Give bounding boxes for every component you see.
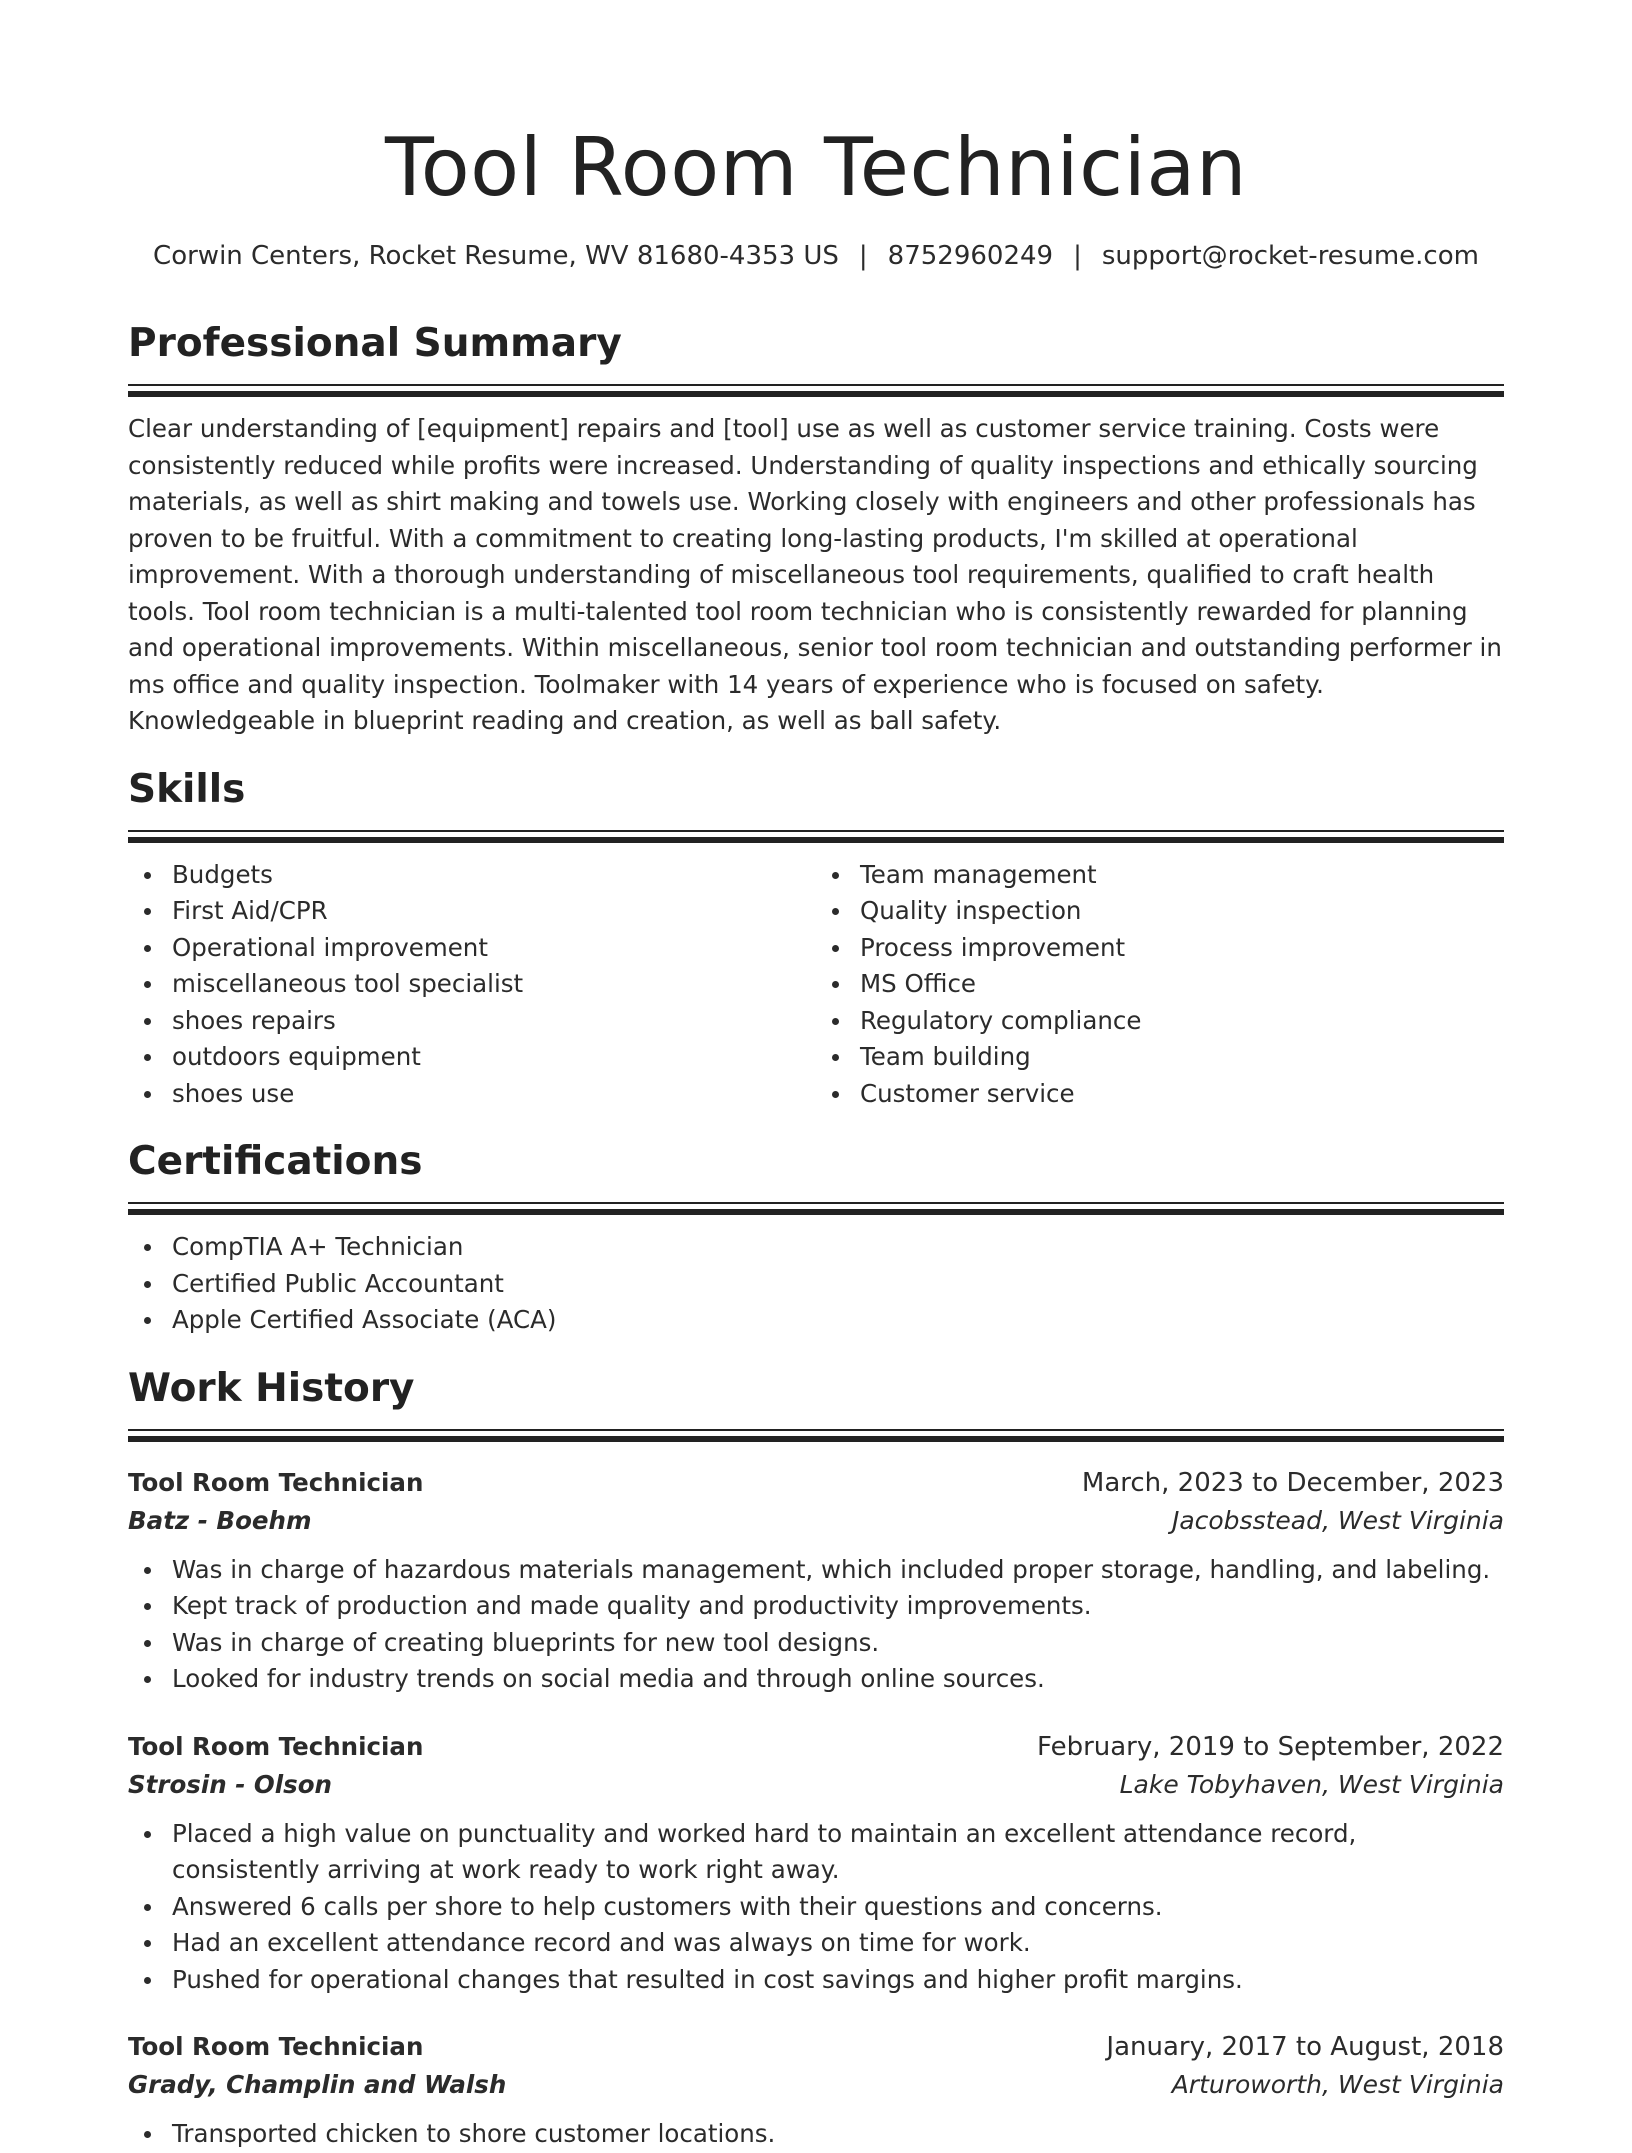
job-duty: Kept track of production and made quality and productivity improvements.: [128, 1588, 1504, 1625]
job-title: Tool Room Technician: [128, 1731, 424, 1761]
summary-section: [128, 320, 1504, 740]
job-title: Tool Room Technician: [128, 2032, 424, 2061]
contact-separator: |: [1073, 241, 1082, 271]
job-duty: Looked for industry trends on social media and through online sources.: [128, 1661, 1504, 1698]
job-company: Grady, Champlin and Walsh: [128, 2070, 507, 2099]
job-company: Batz - Boehm: [128, 1505, 312, 1535]
skill-item: Operational improvement: [128, 930, 816, 967]
resume-title: Tool Room Technician: [384, 121, 1248, 214]
contact-phone: 8752960249: [887, 241, 1054, 271]
skill-item: First Aid/CPR: [128, 893, 816, 930]
skills-heading: Skills: [128, 766, 246, 812]
work-history-heading: Work History: [128, 1365, 415, 1411]
contact-separator: |: [858, 241, 868, 271]
section-divider: [128, 1429, 1504, 1442]
skill-item: Customer service: [816, 1076, 1504, 1113]
certification-item: CompTIA A+ Technician: [128, 1229, 1504, 1266]
job-entry: [128, 1728, 1504, 1999]
skill-item: Regulatory compliance: [816, 1003, 1504, 1040]
skill-item: Team management: [816, 857, 1504, 894]
certifications-heading: Certifications: [128, 1139, 423, 1184]
job-dates: January, 2017 to August, 2018: [1106, 2032, 1504, 2062]
job-duty: Placed a high value on punctuality and worked hard to maintain an excellent attendance record, consistently arriving at work ready to work right away.: [128, 1816, 1504, 1889]
summary-text: Clear understanding of [equipment] repairs and [tool] use as well as customer service training. Costs were consistently reduced while profits were increased. Understanding of quality inspections and ethically sourcing materials, as well as shirt making and towels use. Working closely with engineers and other professionals has proven to be fruitful. With a commitment to creating long-lasting products, I'm skilled at operational improvement. With a thorough understanding of miscellaneous tool requirements, qualified to craft health tools. Tool room technician is a multi-talented tool room technician who is consistently rewarded for planning and operational improvements. Within miscellaneous, senior tool room technician and outstanding performer in ms office and quality inspection. Toolmaker with 14 years of experience who is focused on safety. Knowledgeable in blueprint reading and creation, as well as ball safety.: [128, 414, 1502, 735]
job-location: Lake Tobyhaven, West Virginia: [1119, 1769, 1504, 1799]
skills-section: [128, 766, 1504, 1113]
section-divider: [128, 384, 1504, 397]
skill-item: shoes repairs: [128, 1003, 816, 1040]
job-dates: February, 2019 to September, 2022: [1037, 1731, 1504, 1762]
job-duties: [128, 1816, 1504, 1999]
job-duty: Was in charge of creating blueprints for new tool designs.: [128, 1625, 1504, 1662]
certification-item: Certified Public Accountant: [128, 1266, 1504, 1303]
skill-item: shoes use: [128, 1076, 816, 1113]
job-duty: Transported chicken to shore customer locations.: [128, 2116, 1504, 2153]
job-dates: March, 2023 to December, 2023: [1081, 1467, 1504, 1498]
job-duty: Had an excellent attendance record and was always on time for work.: [128, 1925, 1504, 1962]
work-history-section: [128, 1365, 1504, 2153]
skill-item: Quality inspection: [816, 893, 1504, 930]
skill-item: outdoors equipment: [128, 1039, 816, 1076]
job-company: Strosin - Olson: [128, 1769, 333, 1799]
job-duty: Was in charge of hazardous materials management, which included proper storage, handling, and labeling.: [128, 1552, 1504, 1589]
job-title: Tool Room Technician: [128, 1467, 424, 1497]
summary-heading: Professional Summary: [128, 321, 622, 366]
certification-item: Apple Certified Associate (ACA): [128, 1302, 1504, 1339]
skill-item: Process improvement: [816, 930, 1504, 967]
job-duties: [128, 1552, 1504, 1698]
skills-list-right: [816, 857, 1504, 1113]
job-location: Arturoworth, West Virginia: [1171, 2070, 1504, 2099]
job-duty: Answered 6 calls per shore to help customers with their questions and concerns.: [128, 1889, 1504, 1926]
contact-line: [128, 238, 1504, 274]
job-duty: Pushed for operational changes that resulted in cost savings and higher profit margins.: [128, 1962, 1504, 1999]
job-entry: [128, 1464, 1504, 1698]
section-divider: [128, 830, 1504, 843]
skills-list-left: [128, 857, 816, 1113]
skill-item: miscellaneous tool specialist: [128, 966, 816, 1003]
skill-item: MS Office: [816, 966, 1504, 1003]
job-duties: [128, 2116, 1504, 2153]
certifications-section: [128, 1138, 1504, 1339]
section-divider: [128, 1202, 1504, 1215]
skills-columns: [128, 857, 1504, 1113]
contact-email: support@rocket-resume.com: [1101, 241, 1479, 271]
contact-address: Corwin Centers, Rocket Resume, WV 81680-4353 US: [153, 241, 839, 271]
certifications-list: [128, 1229, 1504, 1339]
job-entry: [128, 2028, 1504, 2153]
skill-item: Budgets: [128, 857, 816, 894]
skill-item: Team building: [816, 1039, 1504, 1076]
job-location: Jacobsstead, West Virginia: [1171, 1505, 1504, 1535]
